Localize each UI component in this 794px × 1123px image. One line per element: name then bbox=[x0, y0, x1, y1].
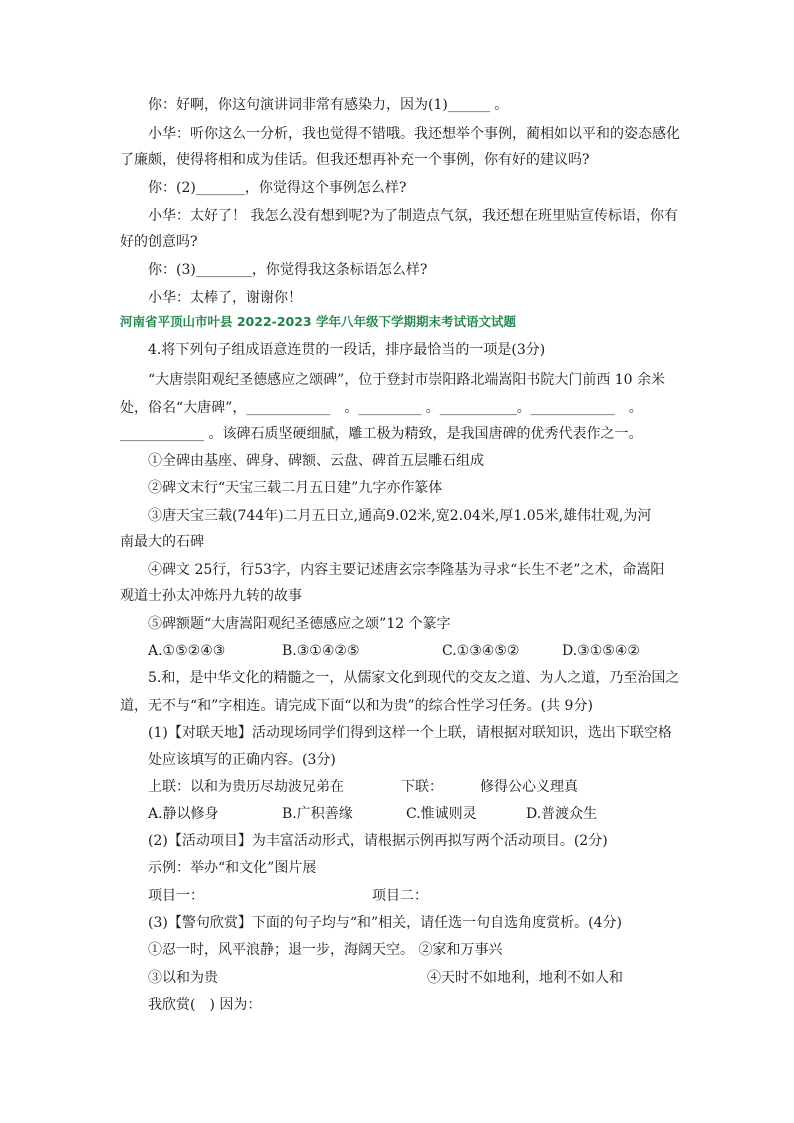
quote-3: ③以和为贵 bbox=[148, 970, 218, 986]
q4-sentence-4b: 观道士孙太冲炼丹九转的故事 bbox=[120, 588, 302, 604]
q5-part2: (2)【活动项目】为丰富活动形式，请根据示例再拟写两个活动项目。(2分) bbox=[148, 833, 608, 849]
q4-sentence-5: ⑤碑额题“大唐嵩阳观纪圣德感应之颂”12 个篆字 bbox=[148, 616, 451, 632]
q5-part1-line-1: (1)【对联天地】活动现场同学们得到这样一个上联，请根据对联知识，选出下联空格 bbox=[148, 725, 672, 741]
q4-sentence-3b: 南最大的石碑 bbox=[120, 534, 204, 550]
q4-stem: 4.将下列句子组成语意连贯的一段话，排序最恰当的一项是(3分) bbox=[148, 342, 546, 358]
q5-part3: (3)【警句欣赏】下面的句子均与“和”相关，请任选一句自选角度赏析。(4分) bbox=[148, 915, 622, 931]
q4-option-c: C.①③④⑤② bbox=[442, 643, 520, 659]
q5-stem-line-1: 5.和，是中华文化的精髓之一，从儒家文化到现代的交友之道、为人之道，乃至治国之 bbox=[148, 670, 680, 686]
project-one-label: 项目一： bbox=[148, 888, 204, 904]
project-two-label: 项目二： bbox=[372, 888, 428, 904]
answer-prompt: 我欣赏( ) 因为： bbox=[148, 997, 262, 1013]
quote-4: ④天时不如地利，地利不如人和 bbox=[427, 970, 623, 986]
dialogue-line-5: 你：(3)________，你觉得我这条标语怎么样? bbox=[148, 262, 428, 278]
q5-example: 示例：举办“和文化”图片展 bbox=[148, 860, 317, 876]
quote-1-2: ①忍一时，风平浪静；退一步，海阔天空。 ②家和万事兴 bbox=[148, 942, 503, 958]
q4-paragraph-line-1: “大唐崇阳观纪圣德感应之颂碑”，位于登封市崇阳路北端嵩阳书院大门前西 10 余米 bbox=[148, 372, 666, 388]
dialogue-line-3: 你：(2)_______，你觉得这个事例怎么样? bbox=[148, 180, 407, 196]
q4-sentence-1: ①全碑由基座、碑身、碑额、云盘、碑首五层雕石组成 bbox=[148, 453, 484, 469]
couplet-upper: 上联：以和为贵历尽劫波兄弟在 bbox=[148, 779, 344, 795]
q5-option-b: B.广积善缘 bbox=[282, 806, 353, 822]
q5-option-c: C.惟诚则灵 bbox=[406, 806, 477, 822]
q4-option-a: A.①⑤②④③ bbox=[148, 643, 226, 659]
dialogue-line-6: 小华：太棒了，谢谢你！ bbox=[148, 290, 302, 306]
q5-option-a: A.静以修身 bbox=[148, 806, 219, 822]
source-heading: 河南省平顶山市叶县 2022-2023 学年八年级下学期期末考试语文试题 bbox=[120, 314, 516, 329]
couplet-lower-label: 下联： bbox=[401, 779, 443, 795]
q4-option-b: B.③①④②⑤ bbox=[282, 643, 360, 659]
dialogue-line-4a: 小华：太好了！ 我怎么没有想到呢?为了制造点气氛，我还想在班里贴宣传标语，你有 bbox=[148, 208, 678, 224]
q5-stem-line-2: 道，无不与“和”字相连。请完成下面“以和为贵”的综合性学习任务。(共 9分) bbox=[120, 698, 593, 714]
q4-option-d: D.③①⑤④② bbox=[562, 643, 640, 659]
q5-part1-line-2: 处应该填写的正确内容。(3分) bbox=[148, 752, 336, 768]
dialogue-line-2a: 小华：听你这么一分析，我也觉得不错哦。我还想举个事例，蔺相如以平和的姿态感化 bbox=[148, 126, 680, 142]
dialogue-line-1: 你：好啊，你这句演讲词非常有感染力，因为(1)______ 。 bbox=[148, 97, 509, 113]
q4-sentence-3a: ③唐天宝三载(744年)二月五日立,通高9.02米,宽2.04米,厚1.05米,雄伟壮观,为河 bbox=[148, 508, 652, 524]
couplet-lower-text: 修得公心义理真 bbox=[480, 779, 578, 795]
q4-sentence-2: ②碑文末行“天宝三载二月五日建”九字亦作篆体 bbox=[148, 480, 443, 496]
dialogue-line-2b: 了廉颇，使得将相和成为佳话。但我还想再补充一个事例，你有好的建议吗? bbox=[120, 152, 590, 168]
q5-option-d: D.普渡众生 bbox=[526, 806, 598, 822]
q4-paragraph-line-3: ____________ 。该碑石质坚硬细腻，雕工极为精致，是我国唐碑的优秀代表作之一。 bbox=[120, 426, 643, 442]
dialogue-line-4b: 好的创意吗? bbox=[120, 234, 198, 250]
q4-paragraph-line-2: 处，俗名“大唐碑”，____________ 。_________ 。___________。____________ 。 bbox=[120, 400, 643, 416]
q4-sentence-4a: ④碑文 25行，行53字，内容主要记述唐玄宗李隆基为寻求“长生不老”之术，命嵩阳 bbox=[148, 562, 665, 578]
